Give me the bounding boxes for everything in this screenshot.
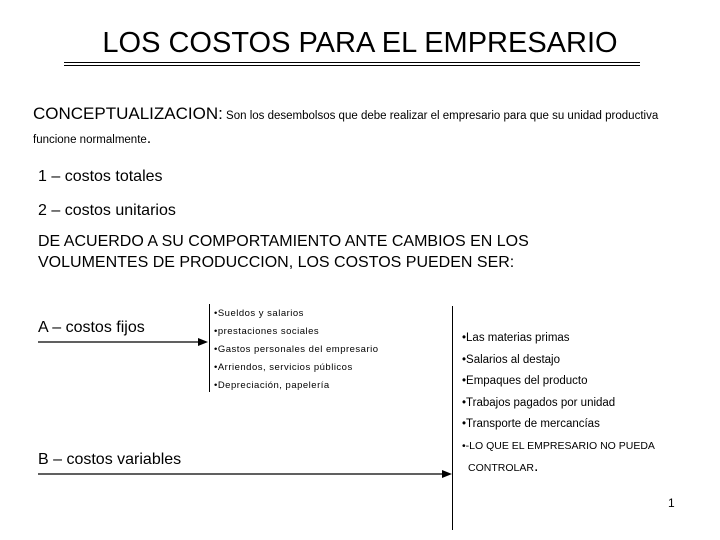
concept-text-part-2: funcione normalmente [33,134,147,146]
variable-costs-divider [452,306,453,530]
behavior-intro-line-1: DE ACUERDO A SU COMPORTAMIENTO ANTE CAMBIOS EN LOS [38,233,529,250]
fixed-costs-divider [209,304,210,392]
fixed-cost-item: •Arriendos, servicios públicos [214,362,353,373]
fixed-cost-item: •Sueldos y salarios [214,308,304,319]
variable-cost-item: •Salarios al destajo [462,354,560,366]
concept-period: . [146,130,152,147]
variable-cost-item: •Transporte de mercancías [462,418,600,430]
title-underline-top [64,62,640,63]
cost-type-unit: 2 – costos unitarios [38,202,176,219]
fixed-costs-heading: A – costos fijos [38,319,145,336]
title-underline-bottom [64,65,640,66]
fixed-cost-item: •Gastos personales del empresario [214,344,379,355]
concept-label: CONCEPTUALIZACION: [33,104,223,123]
variable-costs-heading: B – costos variables [38,451,182,468]
concept-paragraph-line-2 [33,129,151,150]
page-number: 1 [668,496,675,510]
variable-cost-item: •Trabajos pagados por unidad [462,397,616,409]
variable-cost-item-continuation [468,459,538,476]
concept-text-part-1: Son los desembolsos que debe realizar el empresario para que su unidad productiva [222,110,659,122]
variable-cost-item: •Las materias primas [462,332,570,344]
variable-cost-continuation-period: . [533,458,539,475]
cost-type-total: 1 – costos totales [38,168,163,185]
fixed-cost-item: •Depreciación, papelería [214,380,330,391]
variable-costs-arrow-icon [38,466,452,478]
fixed-cost-item: •prestaciones sociales [214,326,320,337]
variable-cost-item: •-LO QUE EL EMPRESARIO NO PUEDA [462,440,655,452]
page-title: LOS COSTOS PARA EL EMPRESARIO [102,27,618,59]
fixed-costs-arrow-icon [38,334,208,346]
variable-cost-item: •Empaques del producto [462,375,588,387]
variable-cost-continuation-text: CONTROLAR [468,462,534,474]
concept-paragraph-line-1 [33,103,658,127]
behavior-intro-line-2: VOLUMENTES DE PRODUCCION, LOS COSTOS PUEDEN SER: [38,254,515,271]
